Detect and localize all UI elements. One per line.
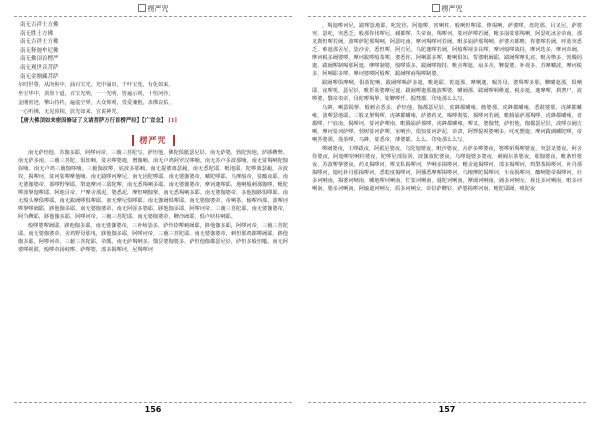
body-paragraph: 南无萨怛他，苏伽多耶，阿啰诃帝，三藐三菩陀写。萨怛他，佛陀俱胝瑟尼钐。南无萨婆，勃陀勃地，萨跢鞞弊。南无萨多南，三藐三菩陀，俱知喃。娑舍啰婆迦，僧伽喃。南无卢鸡阿罗汉哆喃。南无苏卢多波那喃。南无娑羯唎陀伽弥喃。南无卢鸡三藐伽哆喃。三藐伽波啰，底波多那喃。南无提婆离瑟赧。南无悉陀耶，毗地耶，陀啰离瑟赧。舍波奴，揭啰诃，娑诃娑啰摩他喃。南无跋啰诃摩尼。南无因陀啰耶。南无婆伽婆帝，嚧陀啰耶，乌摩般帝，娑醯夜耶。南无婆伽婆帝，那啰野拏耶，槃遮摩诃三慕陀啰，南无悉羯唎多耶。南无婆伽婆帝，摩诃迦啰耶，地唎般剌那伽啰，毗陀啰波拏迦啰耶，阿地目帝，尸摩舍那泥，婆悉泥，摩怛唎伽拏。南无悉羯唎多耶。南无婆伽婆帝，多他伽跢俱啰耶。南无般头摩俱啰耶。南无跋阇啰俱啰耶。南无摩尼俱啰耶。南无伽阇俱啰耶。南无婆伽婆帝，帝唎茶，输啰西那，波啰诃啰拏啰阇耶，跢他伽多耶。南无婆伽婆帝，南无阿弥多婆耶，跢他伽多耶，阿啰诃帝，三藐三菩陀耶。南无婆伽婆帝，阿刍鞞耶，跢他伽多耶，阿啰诃帝，三藐三菩陀耶。南无婆伽婆帝，鞞沙阇耶，俱卢吠柱唎耶。: [18, 150, 288, 221]
running-header-right: [308, 4, 586, 17]
running-header-text: 楞严咒: [441, 5, 463, 13]
right-page-body: [308, 21, 586, 403]
running-header-left: [14, 4, 292, 17]
page-number-right: 157: [308, 402, 586, 414]
right-page: [308, 0, 586, 424]
short-line: 南无吉祥士方佛: [20, 39, 59, 46]
sutra-title-text: 【唐大佛顶如来密因修证了义诸菩萨万行首楞严经】【广宣念】: [18, 118, 167, 125]
short-line: 南无释迦牟尼佛: [20, 47, 59, 54]
running-header-text: 楞严咒: [147, 5, 169, 13]
short-line: 南无金刚藏菩萨: [20, 73, 59, 80]
section-heading-text: 楞严咒: [132, 135, 175, 146]
section-heading: [14, 128, 292, 147]
preface-line: 坐宝华中，顶放十道，百宝光明，一一光明，皆遍示现，十恒河沙，: [18, 90, 174, 97]
short-line: 南无胜士方佛: [20, 30, 54, 37]
short-line: 南无佛顶首楞严: [20, 56, 59, 63]
header-book-icon: [432, 4, 440, 12]
short-line: 南无吉祥士方佛: [20, 22, 59, 28]
preface-line: 尔时世尊，从肉髻中，涌百宝光，光中涌出，千叶宝莲，有化如来，: [18, 82, 174, 89]
body-paragraph: 乌𤙖，唎瑟揭拏，般剌舍悉多，萨怛他，伽都瑟尼钐，虎𤙖都嚧雍，瞻婆那，虎𤙖都嚧雍，悉耽婆那，虎𤙖都嚧雍，波啰瑟地耶，三般叉拏羯啰，虎𤙖都嚧雍，萨婆药叉，喝啰刹娑，揭啰诃若阇，毗腾崩萨那羯啰，虎𤙖都嚧雍，者都啰，尸底南，揭啰诃，娑诃萨啰南，毗腾崩萨那啰，虎𤙖都嚧雍，啰叉，婆伽梵，萨怛他，伽都瑟尼钐，波啰点阇吉唎，摩诃娑诃萨啰，勃树娑诃萨啰，室唎沙，俱知娑诃萨泥，帝隶，阿弊提视婆唎多，吒吒甖迦，摩诃跋阇嚧陀啰，帝唎菩婆那，曼茶啰，乌𤙖，娑悉帝，薄婆都，么么，印兔那么么写。: [312, 105, 582, 143]
body-paragraph: 般啰婆啰阇耶，跢他伽多耶。南无婆伽婆帝，三补师毖多，萨怜捺啰剌阇耶，跢他伽多耶，阿啰诃帝，三藐三菩陀耶。南无婆伽婆帝，舍鸡野母那曳，跢他伽多耶，阿啰诃帝，三藐三菩陀耶。南无婆伽婆帝，刺怛那鸡都啰阇耶，跢他伽多耶，阿啰诃帝，三藐三菩陀耶，帝瓢，南无萨羯唎多，翳昙婆伽婆多，萨怛他伽都瑟尼钐，萨怛多般怛嚂。南无阿婆啰视耽，般啰帝扬岐啰，萨啰婆，部多揭啰诃，尼羯啰诃: [18, 223, 288, 254]
preface-line: 一心听佛，无见顶相，放光如来，宣说神咒。: [18, 108, 122, 115]
preface-line: 金刚密迹，擎山持杵，遍虚空界，大众仰观，畏爱兼抱，求佛哀佑，: [18, 99, 174, 106]
body-paragraph: 啰阇婆夜，主啰跋夜，阿祇尼婆夜，乌陀迦婆夜，毗沙婆夜，舍萨多啰婆夜，婆啰斫羯啰婆夜，突瑟叉婆夜，阿舍你婆夜，阿迦啰密唎柱婆夜，陀啰尼部弥剑，波伽波陀婆夜，乌啰迦婆多婆夜，刺阇坛茶婆夜，那伽婆夜，毗条怛婆夜，苏波啰拏婆夜，药叉揭啰诃，啰叉私揭啰诃，毕唎多揭啰诃，毗舍遮揭啰诃，部多揭啰诃，鸠槃茶揭啰诃，补丹那揭啰诃，迦吒补丹那揭啰诃，悉乾度揭啰诃，阿播悉摩啰揭啰诃，乌檀摩陀揭啰诃，车夜揭啰诃，醯唎婆帝揭啰诃，社多诃唎南，揭婆诃唎南，嚧地啰诃唎南，忙娑诃唎南，谜陀诃唎南，摩阇诃唎南，阇多诃唎女，视比多诃唎南，毗多诃唎南，婆多诃唎南，阿输遮诃唎女，质多诃唎女，帝钐萨鞞钐，萨婆揭啰诃南，毗陀耶阇，嗔陀夜: [312, 146, 582, 192]
body-paragraph: ，羯迦啰诃尼，跋啰毖地耶，叱陀你，阿迦啰，密唎柱，般唎怛啰耶，儜揭唎，萨婆啰，盘陀那，目叉尼，萨婆突，瑟吒，突悉乏，般那你伐啰尼，赭都啰，失帝南，羯啰诃，娑诃萨啰若阇，毗多崩娑那羯唎，阿瑟吒冰舍帝南，那叉刹怛啰若阇，波啰萨陀那羯唎，阿瑟吒南，摩诃羯啰诃若阇，毗多崩萨那羯唎，萨婆舍都噜，你婆啰若阇，呼蓝突悉乏，难遮那舍尼，毖沙舍，悉怛啰，阿吉尼，乌陀迦啰若阇，阿般啰视多具啰，摩诃般啰战持，摩诃迭多，摩诃帝阇，摩诃税多阇婆啰，摩诃跋啰般茶啰，婆悉你，阿唎耶多啰，毗唎俱知，誓婆毗阇耶，跋阇啰摩礼底，毗舍噜多，勃腾罔迦，跋阇啰制喝那阿遮，摩啰制婆，般啰质多，跋阇啰擅持，毗舍啰遮，扇多舍，鞞提婆，补视多，苏摩嚧波，摩诃税多，阿唎耶多啰，摩诃婆啰阿般啰，跋阇啰商羯啰制婆。: [312, 23, 582, 77]
header-book-icon: [138, 4, 146, 12]
page-number-left: 156: [14, 402, 292, 414]
sutra-title: [18, 117, 288, 125]
short-line: 南无观世音菩萨: [20, 64, 59, 71]
body-paragraph: 跋阇啰俱摩唎，俱蓝陀唎，跋阇啰喝萨多遮，毗地耶，乾遮那，摩唎迦，啒苏母，婆羯啰多那，鞞嚧遮那，俱唎耶，夜啰菟，瑟尼钐，毗折蓝婆摩尼遮，跋阇啰迦那迦波啰婆，嚧阇那，跋阇啰顿稚遮，税多遮，迦摩啰，刹奢尸，波啰婆，翳帝夷帝，母陀啰羯拏，娑鞞啰忏，掘梵都，印兔那么么写。: [312, 80, 582, 102]
sutra-title-number: [1]: [168, 118, 177, 125]
left-page-body: [14, 21, 292, 403]
left-page: [14, 0, 292, 424]
